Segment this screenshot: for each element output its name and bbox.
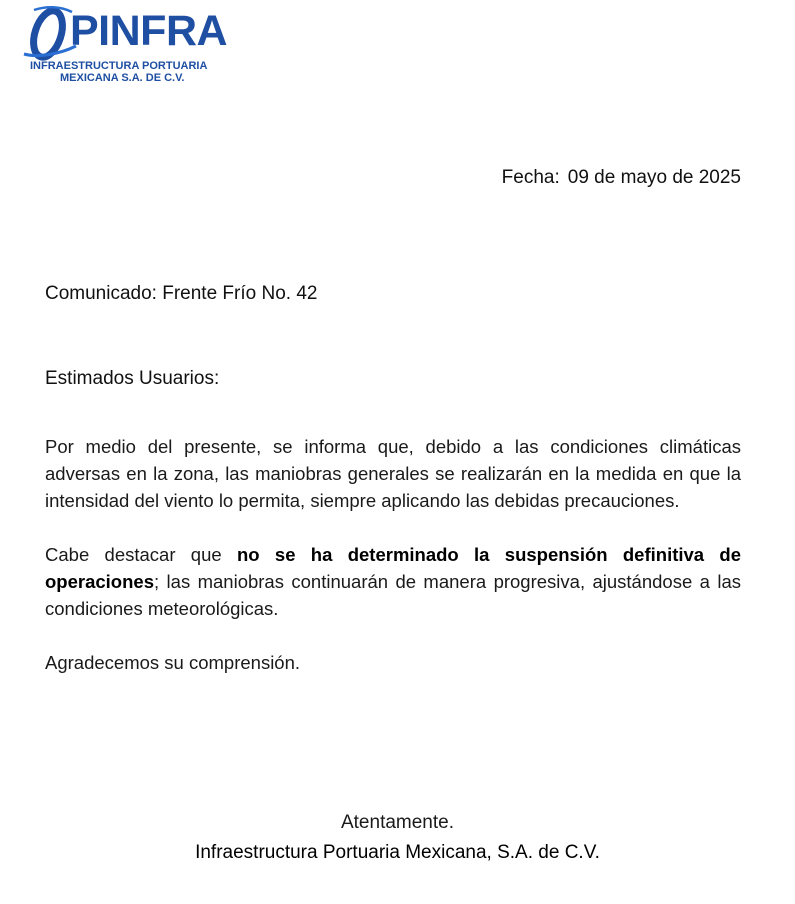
date-label: Fecha: bbox=[501, 167, 560, 188]
letter-signature-company: Infraestructura Portuaria Mexicana, S.A. de C.V. bbox=[195, 842, 600, 863]
paragraph2-emphasis: no se ha determinado la suspensión definitiva de operaciones bbox=[45, 544, 741, 592]
date-value: 09 de mayo de 2025 bbox=[567, 167, 741, 188]
body-paragraph-2 bbox=[45, 541, 741, 622]
letter-subject: Comunicado: Frente Frío No. 42 bbox=[45, 283, 318, 304]
letter-date bbox=[502, 165, 741, 191]
logo-wordmark: PINFRA bbox=[70, 7, 228, 55]
logo-subtitle-line2: MEXICANA S.A. DE C.V. bbox=[60, 72, 185, 84]
logo-subtitle-line1: INFRAESTRUCTURA PORTUARIA bbox=[30, 60, 208, 72]
letter-salutation: Estimados Usuarios: bbox=[45, 368, 220, 389]
body-paragraph-1: Por medio del presente, se informa que, debido a las condiciones climáticas adversas en la zona, las maniobras generales se realizarán en la medida en que la intensidad del viento lo permita, siempre aplicando las debidas precauciones. bbox=[45, 436, 741, 511]
letter-closing: Atentamente. bbox=[340, 812, 455, 833]
paragraph2-suffix: ; las maniobras continuarán de manera progresiva, ajustándose a las condiciones meteorológicas. bbox=[45, 571, 741, 619]
paragraph2-prefix: Cabe destacar que bbox=[45, 544, 222, 565]
company-logo bbox=[20, 2, 235, 86]
body-paragraph-3: Agradecemos su comprensión. bbox=[45, 652, 301, 673]
